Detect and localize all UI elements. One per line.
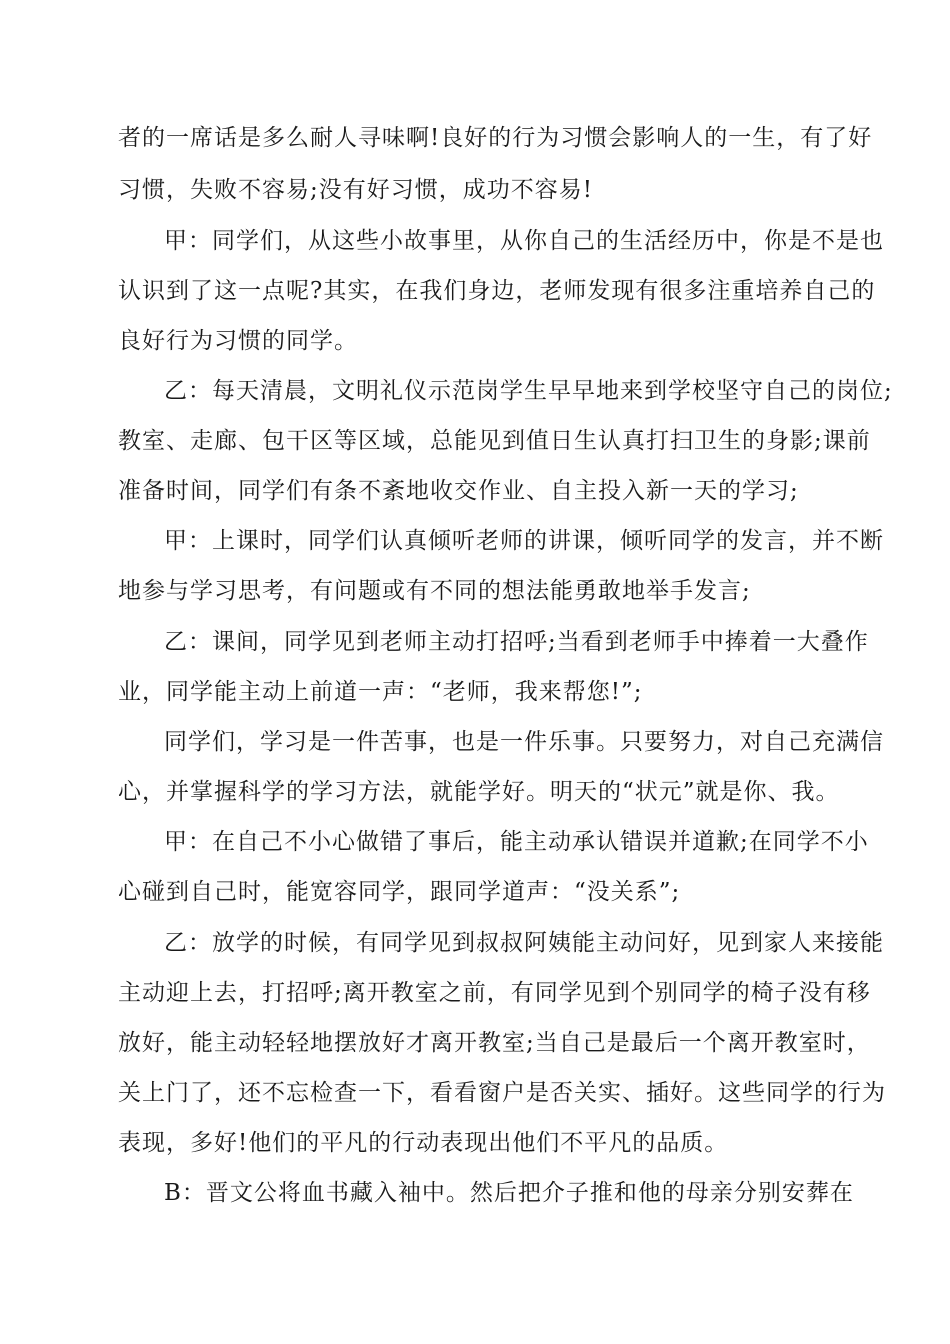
text-line: 主动迎上去，打招呼;离开教室之前，有同学见到个别同学的椅子没有移 [118, 980, 871, 1006]
paragraph-start-line: B：晋文公将血书藏入袖中。然后把介子推和他的母亲分别安葬在 [164, 1180, 854, 1206]
text-line: 业，同学能主动上前道一声：“老师，我来帮您!”; [118, 679, 643, 705]
paragraph-start-line: 乙：每天清晨，文明礼仪示范岗学生早早地来到学校坚守自己的岗位; [164, 378, 893, 404]
paragraph-start-line: 乙：放学的时候，有同学见到叔叔阿姨能主动问好，见到家人来接能 [164, 930, 884, 956]
text-line: 良好行为习惯的同学。 [118, 328, 358, 354]
text-line: 心碰到自己时，能宽容同学，跟同学道声：“没关系”; [118, 879, 681, 905]
text-line: 放好，能主动轻轻地摆放好才离开教室;当自己是最后一个离开教室时， [118, 1030, 871, 1056]
text-line: 准备时间，同学们有条不紊地收交作业、自主投入新一天的学习; [118, 478, 799, 504]
text-line: 教室、走廊、包干区等区域，总能见到值日生认真打扫卫生的身影;课前 [118, 428, 871, 454]
paragraph-start-line: 甲：在自己不小心做错了事后，能主动承认错误并道歉;在同学不小 [164, 829, 869, 855]
text-line: 者的一席话是多么耐人寻味啊!良好的行为习惯会影响人的一生，有了好 [118, 125, 873, 151]
paragraph-start-line: 甲：同学们，从这些小故事里，从你自己的生活经历中，你是不是也 [164, 228, 884, 254]
text-line: 关上门了，还不忘检查一下，看看窗户是否关实、插好。这些同学的行为 [118, 1080, 886, 1106]
text-line: 习惯，失败不容易;没有好习惯，成功不容易! [118, 177, 593, 203]
text-line: 认识到了这一点呢?其实，在我们身边，老师发现有很多注重培养自己的 [118, 278, 876, 304]
paragraph-start-line: 甲：上课时，同学们认真倾听老师的讲课，倾听同学的发言，并不断 [164, 528, 884, 554]
paragraph-start-line: 乙：课间，同学见到老师主动打招呼;当看到老师手中捧着一大叠作 [164, 629, 869, 655]
paragraph-start-line: 同学们，学习是一件苦事，也是一件乐事。只要努力，对自己充满信 [164, 729, 884, 755]
text-line: 地参与学习思考，有问题或有不同的想法能勇敢地举手发言; [118, 578, 751, 604]
text-line: 心，并掌握科学的学习方法，就能学好。明天的“状元”就是你、我。 [118, 779, 840, 805]
text-line: 表现，多好!他们的平凡的行动表现出他们不平凡的品质。 [118, 1130, 729, 1156]
